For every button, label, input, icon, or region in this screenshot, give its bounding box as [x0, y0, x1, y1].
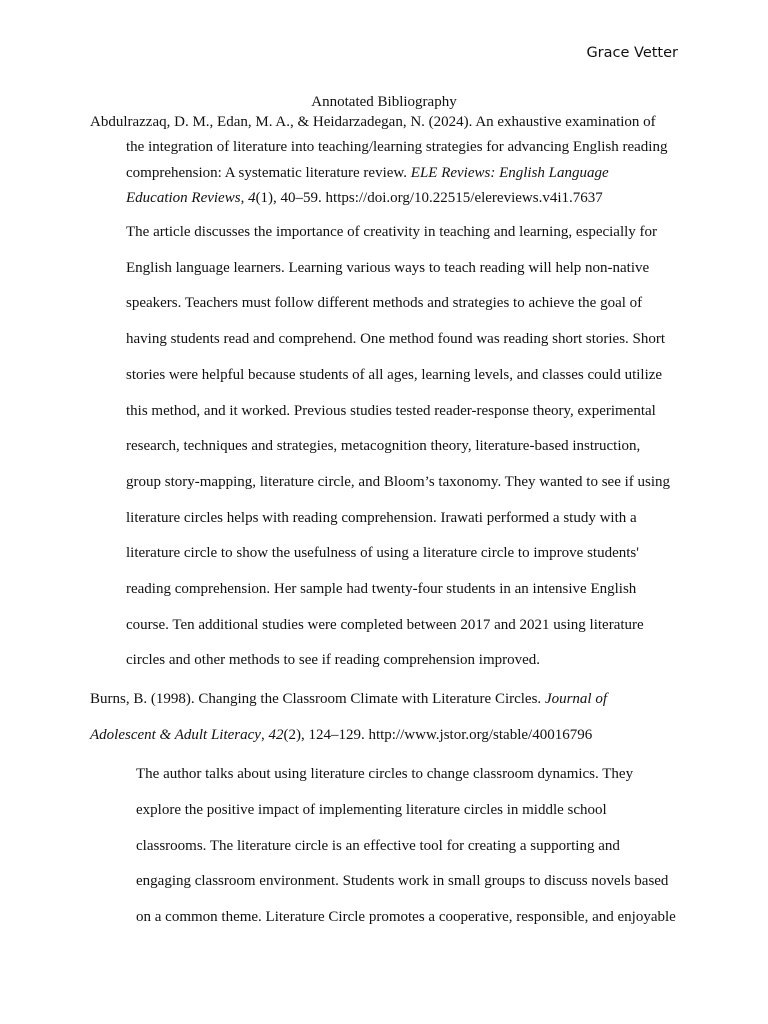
citation-text: Burns, B. (1998). Changing the Classroom Climate with Literature Circles.	[90, 691, 545, 707]
annotation-line: The article discusses the importance of creativity in teaching and learning, especially for	[126, 224, 658, 240]
citation-line	[90, 691, 607, 708]
annotation-line: this method, and it worked. Previous studies tested reader-response theory, experimental	[126, 402, 656, 419]
annotation-line: literature circle to show the usefulness of using a literature circle to improve students'	[126, 545, 639, 562]
citation-line	[126, 190, 603, 207]
annotation-line: research, techniques and strategies, metacognition theory, literature-based instruction,	[126, 438, 641, 455]
annotation-line: on a common theme. Literature Circle promotes a cooperative, responsible, and enjoyable	[136, 909, 676, 926]
citation-line	[126, 165, 609, 182]
annotation-line: having students read and comprehend. One method found was reading short stories. Short	[126, 331, 666, 348]
annotation-line: explore the positive impact of implementing literature circles in middle school	[136, 801, 607, 818]
citation-italic-text: ELE Reviews: English Language	[410, 164, 609, 181]
citation-line	[90, 114, 656, 131]
document-title: Annotated Bibliography	[311, 94, 457, 110]
annotation-line: course. Ten additional studies were completed between 2017 and 2021 using literature	[126, 616, 644, 633]
citation-text: ,	[260, 727, 269, 743]
annotation-line: reading comprehension. Her sample had twenty-four students in an intensive English	[126, 581, 637, 597]
citation-text: Abdulrazzaq, D. M., Edan, M. A., & Heidarzadegan, N. (2024). An exhaustive examination of	[90, 114, 656, 130]
citation-text: (1), 40–59. https://doi.org/10.22515/elereviews.v4i1.7637	[255, 189, 603, 206]
citation-line	[90, 727, 592, 744]
annotation-line: English language learners. Learning various ways to teach reading will help non-native	[126, 259, 650, 276]
annotation-line: speakers. Teachers must follow different methods and strategies to achieve the goal of	[126, 295, 643, 312]
citation-italic-text: 4	[248, 189, 256, 206]
citation-italic-text: Education Reviews	[126, 189, 241, 206]
citation-line	[126, 139, 667, 156]
citation-text: comprehension: A systematic literature review.	[126, 164, 411, 181]
citation-italic-text: Journal of	[544, 691, 608, 707]
citation-text: the integration of literature into teaching/learning strategies for advancing English reading	[126, 139, 668, 156]
annotation-line: group story-mapping, literature circle, and Bloom’s taxonomy. They wanted to see if using	[126, 473, 671, 490]
citation-italic-text: 42	[268, 727, 284, 743]
citation-text: (2), 124–129. http://www.jstor.org/stable/40016796	[283, 727, 593, 743]
annotation-line: stories were helpful because students of all ages, learning levels, and classes could utilize	[126, 366, 663, 383]
citation-text: ,	[240, 189, 249, 206]
annotation-line: literature circles helps with reading comprehension. Irawati performed a study with a	[126, 509, 637, 526]
annotation-line: engaging classroom environment. Students work in small groups to discuss novels based	[136, 873, 669, 890]
citation-italic-text: Adolescent & Adult Literacy	[90, 727, 261, 743]
annotation-line: The author talks about using literature circles to change classroom dynamics. They	[136, 766, 634, 782]
annotation-line: circles and other methods to see if reading comprehension improved.	[126, 652, 541, 669]
header-author-name: Grace Vetter	[586, 45, 678, 61]
annotation-line: classrooms. The literature circle is an effective tool for creating a supporting and	[136, 837, 620, 854]
